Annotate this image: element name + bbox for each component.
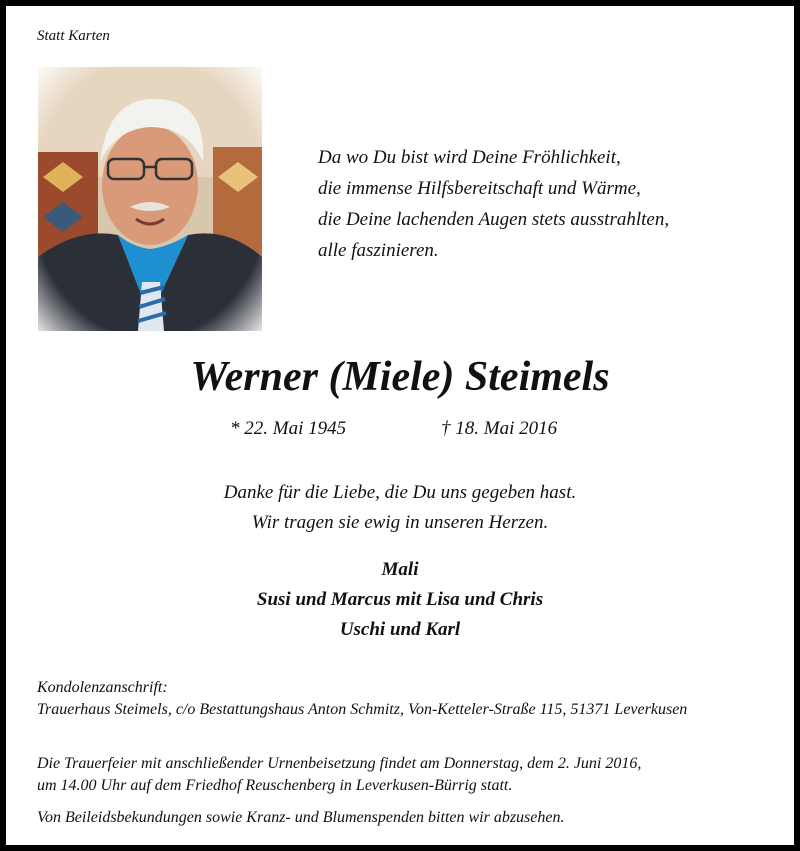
poem-line: Da wo Du bist wird Deine Fröhlichkeit, bbox=[318, 147, 621, 168]
contact-label: Kondolenzanschrift: bbox=[37, 679, 168, 696]
thanks-text bbox=[0, 478, 800, 538]
ceremony-line: um 14.00 Uhr auf dem Friedhof Reuschenberg in Leverkusen-Bürrig statt. bbox=[37, 777, 513, 794]
family-names bbox=[0, 555, 800, 645]
portrait-image bbox=[38, 67, 262, 331]
donation-note: Von Beileidsbekundungen sowie Kranz- und Blumenspenden bitten wir abzusehen. bbox=[37, 809, 565, 826]
contact-address: Trauerhaus Steimels, c/o Bestattungshaus Anton Schmitz, Von-Ketteler-Straße 115, 51371 Leverkusen bbox=[37, 701, 688, 718]
deceased-name: Werner (Miele) Steimels bbox=[190, 354, 610, 400]
birth-date: * 22. Mai 1945 bbox=[230, 418, 347, 439]
poem-line: alle faszinieren. bbox=[318, 240, 439, 261]
portrait-photo bbox=[38, 67, 262, 331]
condolence-address bbox=[37, 677, 687, 721]
thanks-line: Danke für die Liebe, die Du uns gegeben hast. bbox=[223, 482, 577, 503]
poem-line: die immense Hilfsbereitschaft und Wärme, bbox=[318, 178, 641, 199]
poem-line: die Deine lachenden Augen stets ausstrahlten, bbox=[318, 209, 670, 230]
ceremony-line: Die Trauerfeier mit anschließender Urnenbeisetzung findet am Donnerstag, dem 2. Juni 2016, bbox=[37, 755, 642, 772]
family-line: Susi und Marcus mit Lisa und Chris bbox=[256, 589, 544, 610]
family-line: Mali bbox=[381, 559, 419, 580]
ceremony-info bbox=[37, 753, 641, 797]
header-text: Statt Karten bbox=[37, 28, 110, 44]
thanks-line: Wir tragen sie ewig in unseren Herzen. bbox=[251, 512, 549, 533]
poem bbox=[318, 142, 669, 266]
death-date: † 18. Mai 2016 bbox=[441, 418, 558, 439]
family-line: Uschi und Karl bbox=[339, 619, 461, 640]
